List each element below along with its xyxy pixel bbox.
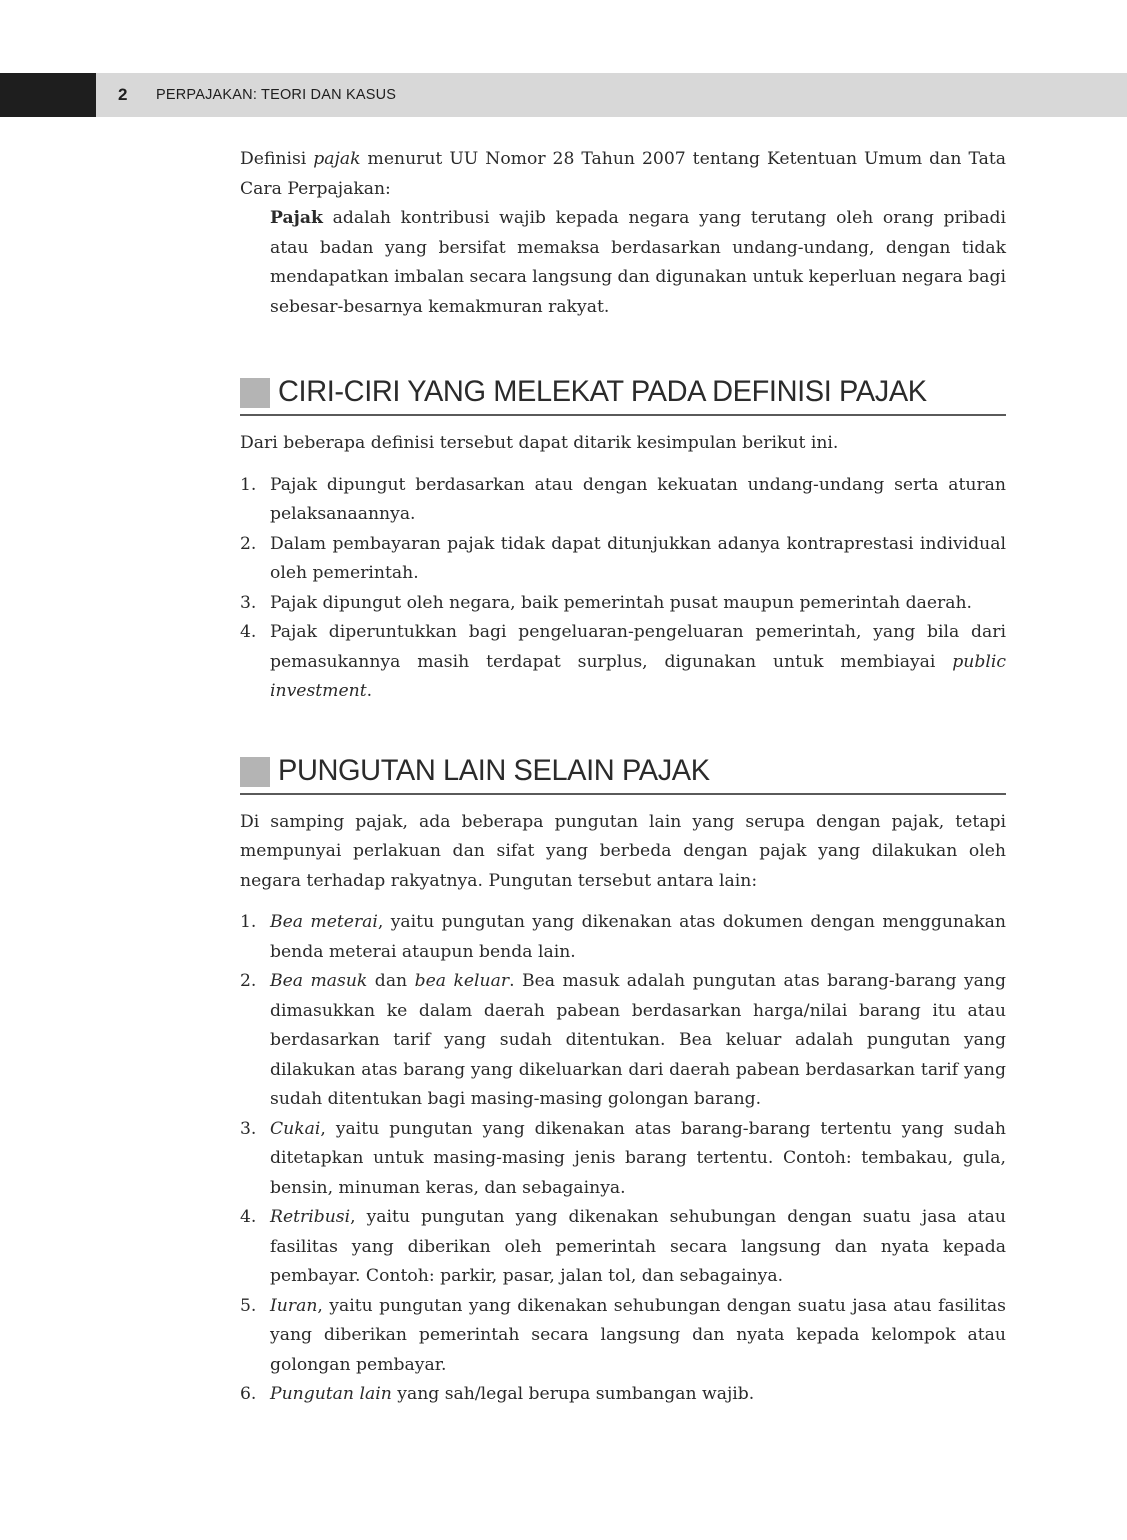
list-item: 1. Pajak dipungut berdasarkan atau dengan kekuatan undang-undang serta aturan pelaksanaannya. [240,474,1006,524]
page-content [240,145,1006,1410]
list-item: 2. Bea masuk dan bea keluar. Bea masuk adalah pungutan atas barang-barang yang dimasukkan ke dalam daerah pabean berdasarkan harga/nilai barang itu atau berdasarkan tarif yang sudah ditentukan. Bea keluar adalah pungutan yang dilakukan atas barang yang dikeluarkan dari daerah pabean berdasarkan tarif yang sudah ditentukan bagi masing-masing golongan barang. [240,971,1006,1109]
section1-list [240,471,1006,707]
definition-quote: Pajak adalah kontribusi wajib kepada negara yang terutang oleh orang pribadi atau badan yang bersifat memaksa berdasarkan undang-undang, dengan tidak mendapatkan imbalan secara langsung dan digunakan untuk keperluan negara bagi sebesar-besarnya kemakmuran rakyat. [270,208,1006,317]
section2-lead: Di samping pajak, ada beberapa pungutan lain yang serupa dengan pajak, tetapi mempunyai perlakuan dan sifat yang berbeda dengan pajak yang dilakukan oleh negara terhadap rakyatnya. Pungutan tersebut antara lain: [240,811,1006,891]
list-item: 3. Pajak dipungut oleh negara, baik pemerintah pusat maupun pemerintah daerah. [240,592,973,613]
section-square-marker [240,757,270,787]
list-item: 4. Pajak diperuntukkan bagi pengeluaran-pengeluaran pemerintah, yang bila dari pemasukannya masih terdapat surplus, digunakan untuk membiayai public investment. [240,622,1006,701]
list-item: 2. Dalam pembayaran pajak tidak dapat ditunjukkan adanya kontraprestasi individual oleh pemerintah. [240,533,1006,583]
list-item: 1. Bea meterai, yaitu pungutan yang dikenakan atas dokumen dengan menggunakan benda meterai ataupun benda lain. [240,912,1006,962]
section-square-marker [240,378,270,408]
list-item: 4. Retribusi, yaitu pungutan yang dikenakan sehubungan dengan suatu jasa atau fasilitas yang diberikan oleh pemerintah secara langsung dan nyata kepada pembayar. Contoh: parkir, pasar, jalan tol, dan sebagainya. [240,1207,1006,1286]
section-heading-ciri-ciri: CIRI-CIRI YANG MELEKAT PADA DEFINISI PAJAK [240,372,1006,416]
definition-intro: Definisi pajak menurut UU Nomor 28 Tahun 2007 tentang Ketentuan Umum dan Tata Cara Perpajakan: [240,149,1006,199]
section-heading-pungutan-lain: PUNGUTAN LAIN SELAIN PAJAK [240,751,1006,795]
header-dark-tab [0,73,96,117]
running-header [0,73,1127,117]
page-number: 2 [118,85,128,104]
list-item: 6. Pungutan lain yang sah/legal berupa sumbangan wajib. [240,1384,755,1404]
section2-list [240,908,1006,1410]
section1-lead: Dari beberapa definisi tersebut dapat ditarik kesimpulan berikut ini. [240,433,839,453]
running-head-title: PERPAJAKAN: TEORI DAN KASUS [156,87,397,103]
list-item: 5. Iuran, yaitu pungutan yang dikenakan sehubungan dengan suatu jasa atau fasilitas yang diberikan pemerintah secara langsung dan nyata kepada kelompok atau golongan pembayar. [240,1295,1006,1375]
list-item: 3. Cukai, yaitu pungutan yang dikenakan atas barang-barang tertentu yang sudah ditetapkan untuk masing-masing jenis barang tertentu. Contoh: tembakau, gula, bensin, minuman keras, dan sebagainya. [240,1118,1006,1198]
